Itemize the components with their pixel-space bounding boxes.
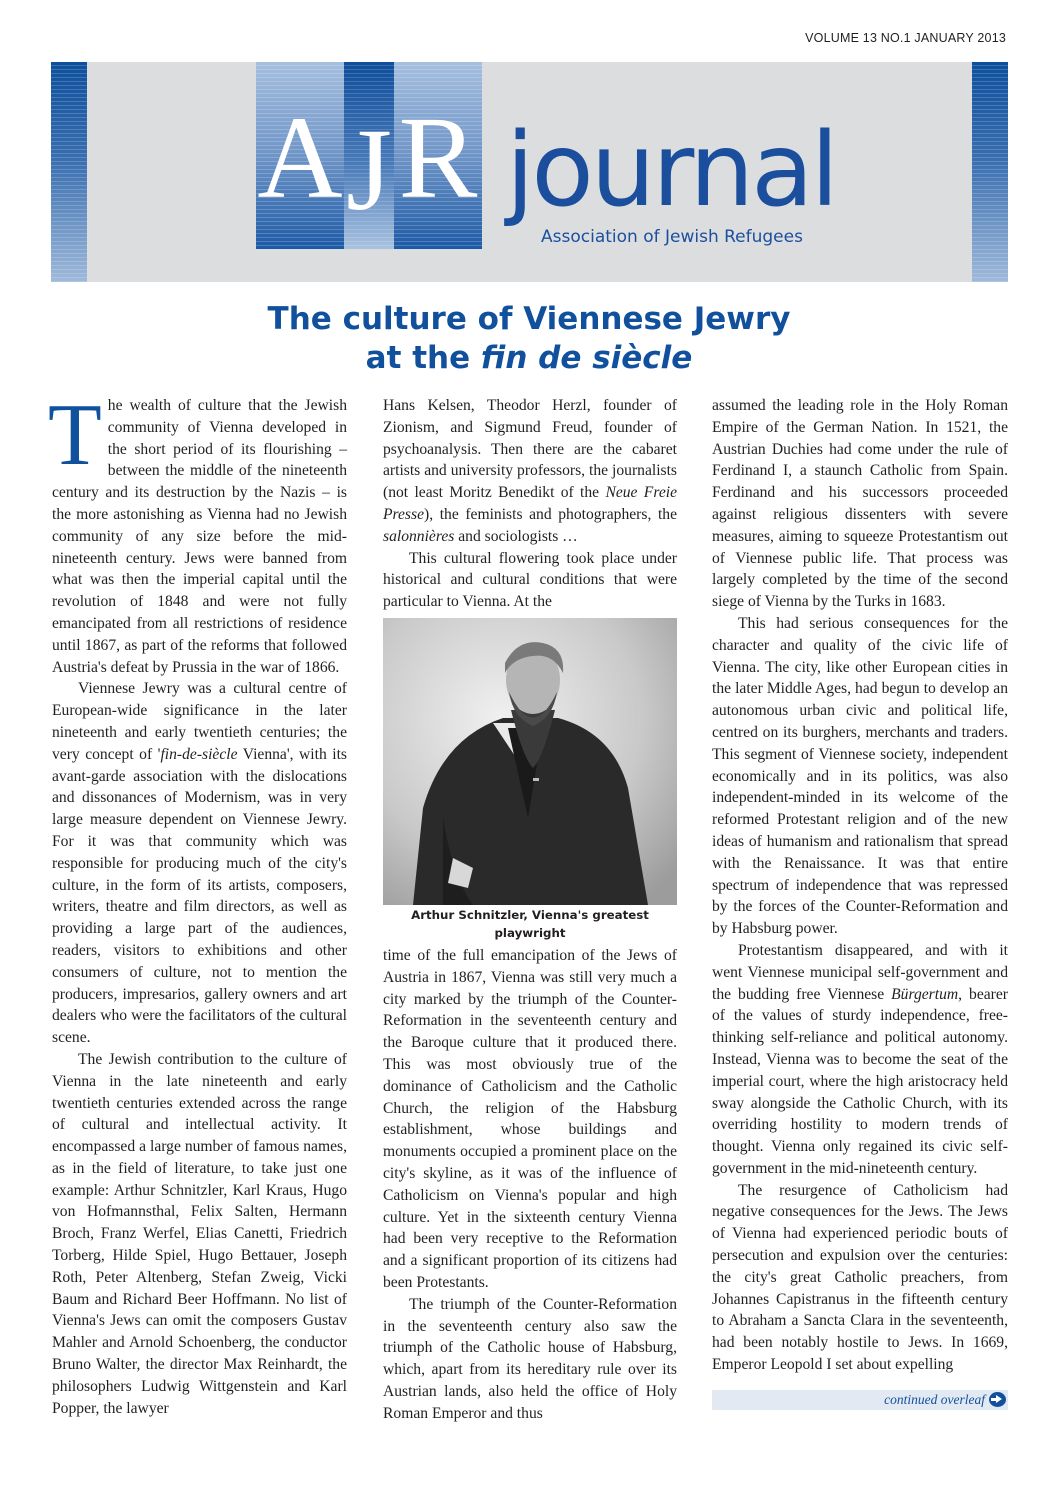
right-gradient-stripe: [972, 62, 1008, 282]
paragraph-continued: [383, 395, 677, 548]
ajr-logo: [256, 62, 482, 249]
paragraph-continued: assumed the leading role in the Holy Roman Empire of the German Nation. In 1521, the Austrian Duchies had come under the rule of Ferdinand I, a staunch Catholic from Spain. Ferdinand and his successors proceeded against religious dissenters with severe measures, aiming to squeeze Protestantism out of Viennese public life. That process was largely completed by the time of the second siege of Vienna by the Turks in 1683.: [712, 397, 1008, 611]
association-subtitle: Association of Jewish Refugees: [541, 227, 803, 247]
logo-cell-a: [256, 62, 344, 249]
paragraph-text: ), the feminists and photographers, the: [424, 505, 677, 523]
italic-term: fin-de-siècle: [160, 745, 238, 763]
paragraph: This cultural flowering took place under historical and cultural conditions that were particular to Vienna. At the: [383, 549, 677, 611]
title-line-2-prefix: at the: [365, 340, 481, 376]
article-column-1: [48, 387, 347, 1419]
paragraph: The triumph of the Counter-Reformation in the seventeenth century also saw the triumph of the Catholic house of Habsburg, which, apart from its hereditary rule over its Austrian lands, also held the office of Holy Roman Emperor and thus: [383, 1295, 677, 1422]
schnitzler-photo: [383, 618, 677, 905]
arrow-right-circle-icon: [989, 1392, 1006, 1407]
left-gradient-stripe: [51, 62, 87, 282]
issue-line: VOLUME 13 NO.1 JANUARY 2013: [805, 31, 1006, 45]
article-title: [0, 300, 1058, 378]
logo-cell-j: [344, 62, 394, 249]
portrait-illustration: [383, 618, 677, 905]
paragraph: [52, 678, 347, 1049]
masthead-banner: [51, 62, 1008, 282]
italic-term: Bürgertum: [891, 985, 959, 1003]
journal-wordmark: journal: [506, 111, 837, 230]
continued-overleaf-link[interactable]: [712, 1390, 1008, 1410]
paragraph-text: and sociologists …: [454, 527, 578, 545]
paragraph-text: Hans Kelsen, Theodor Herzl, founder of Zionism, and Sigmund Freud, founder of psychoanalysis. Then there are the cabaret artists and university professors, the journalists (not least Moritz Benedikt of the: [383, 397, 677, 502]
paragraph: This had serious consequences for the character and quality of the civic life of Vienna. The city, like other European cities in the later Middle Ages, had begun to develop an autonomous urban civic and political life, centred on its burghers, merchants and traders. This segment of Viennese society, independent economically and in its politics, was also independent-minded in its welcome of the reformed Protestant religion and of the new ideas of humanism and rationalism that spread with the Renaissance. It was that entire spectrum of independence that was repressed by the forces of the Counter-Reformation and by Habsburg power.: [712, 614, 1008, 938]
paragraph-continued: time of the full emancipation of the Jews of Austria in 1867, Vienna was still very much a city marked by the triumph of the Counter-Reformation in the seventeenth century and the Baroque culture that it produced there. This was most obviously true of the dominance of Catholicism and the Catholic Church, the religion of the Habsburg establishment, whose buildings and monuments occupied a prominent place on the city's skyline, as it was of the influence of Catholicism on Vienna's popular and high culture. Yet in the sixteenth century Vienna had been very receptive to the Reformation and a significant proportion of its citizens had been Protestants.: [383, 947, 677, 1291]
paragraph: [48, 387, 347, 678]
article-column-2-bottom: [383, 945, 677, 1425]
paragraph-text: he wealth of culture that the Jewish community of Vienna developed in the short period of its flourishing – between the middle of the nineteenth century and its destruction by the Nazis – is the more astonishing as Vienna had no Jewish community of any size before the mid-nineteenth century. Jews were banned from what was then the imperial capital until the revolution of 1848 and were not fully emancipated from all restrictions of residence until 1867, as part of the reforms that followed Austria's defeat by Prussia in the war of 1866.: [52, 397, 347, 676]
drop-cap: T: [48, 387, 102, 484]
logo-letter-a: A: [257, 91, 343, 223]
title-line-1: The culture of Viennese Jewry: [267, 301, 791, 337]
title-line-2-italic: fin de siècle: [480, 340, 693, 376]
continued-label: continued overleaf: [884, 1392, 985, 1407]
paragraph-text: , bearer of the values of sturdy independence, free-thinking self-reliance and political autonomy. Instead, Vienna was to become the seat of the imperial court, where the high aristocracy held sway alongside the Catholic Church, with its overriding hostility to modern trends of thought. Vienna only regained its civic self-government in the mid-nineteenth century.: [712, 985, 1008, 1177]
article-column-3: [712, 395, 1008, 1376]
photo-caption: Arthur Schnitzler, Vienna's greatest playwright: [411, 908, 649, 940]
logo-cell-r: [394, 62, 482, 249]
logo-letter-j: J: [346, 103, 392, 235]
italic-term: salonnières: [383, 527, 455, 545]
logo-letter-r: R: [398, 91, 478, 223]
paragraph: [712, 940, 1008, 1180]
paragraph-text: Protestantism disappeared, and with it went Viennese municipal self-government and the budding free Viennese: [712, 941, 1008, 1003]
paragraph: The resurgence of Catholicism had negative consequences for the Jews. The Jews of Vienna had experienced periodic bouts of persecution and expulsion over the centuries: the city's great Catholic preachers, from Johannes Capistranus in the fifteenth century to Abraham a Sancta Clara in the seventeenth, had been notably hostile to Jews. In 1669, Emperor Leopold I set about expelling: [712, 1181, 1008, 1374]
italic-term: Neue Freie Presse: [383, 484, 677, 523]
paragraph: The Jewish contribution to the culture of Vienna in the late nineteenth and early twentieth centuries extended across the range of cultural and intellectual activity. It encompassed a large number of famous names, as in the field of literature, to take just one example: Arthur Schnitzler, Karl Kraus, Hugo von Hofmannsthal, Felix Salten, Hermann Broch, Franz Werfel, Elias Canetti, Friedrich Torberg, Hilde Spiel, Hugo Bettauer, Joseph Roth, Peter Altenberg, Stefan Zweig, Vicki Baum and Richard Beer Hoffmann. No list of Vienna's Jews can omit the composers Gustav Mahler and Arnold Schoenberg, the conductor Bruno Walter, the director Max Reinhardt, the philosophers Ludwig Wittgenstein and Karl Popper, the lawyer: [52, 1050, 347, 1417]
paragraph-text: Vienna', with its avant-garde association with the dislocations and dissonances of Modernism, was in very large measure dependent on Viennese Jewry. For it was that community which was responsible for producing much of the city's culture, in the form of its artists, composers, writers, theatre and film directors, as well as providing a large part of the audiences, readers, visitors to exhibitions and other consumers of culture, not to mention the producers, impresarios, gallery owners and art dealers who were the facilitators of the cultural scene.: [52, 745, 347, 1047]
paragraph-text: Viennese Jewry was a cultural centre of European-wide significance in the later nineteenth and early twentieth centuries; the very concept of ': [52, 680, 347, 763]
article-column-2-top: [383, 395, 677, 613]
